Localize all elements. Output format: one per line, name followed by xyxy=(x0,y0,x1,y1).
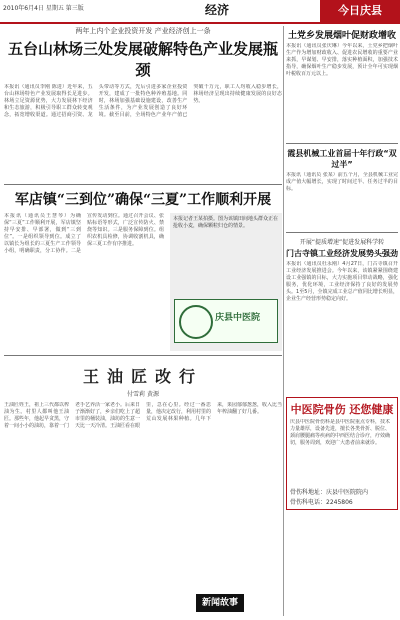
lead-body: 本报讯（通讯员李刚 陈进）近年来，五台山林场特色产业发展取得长足进步。林场立足资源优势，大力发展林下经济和生态旅游，积极引导职工群众转变观念，拓宽增收渠道。通过招商引资、龙头带动等方式，先后引进多家企业投资开发，建成了一批特色种养殖基地。同时，林场加强基础设施建设，改善生产生活条件，为产业发展创造了良好环境。截至目前，全场特色产业年产值已突破千万元，职工人均收入稳步增长，林场经济呈现出持续健康发展的良好态势。 xyxy=(4,84,282,118)
divider xyxy=(286,232,398,233)
lead-kicker: 两年上内个企业投资开发 产业经济创上一条 xyxy=(75,27,211,35)
section-title: 经济 xyxy=(205,3,230,17)
divider xyxy=(286,143,398,144)
right-body-2: 本报讯（通讯员 张某）前五个月，全县机械工业完成产值大幅增长，实现了时间过半、任务过半的目标。 xyxy=(286,172,398,192)
header-date-info xyxy=(3,3,84,12)
right-headline-3: 门古寺镇工业经济发展势头强劲 xyxy=(286,249,398,258)
header-rule xyxy=(0,22,400,24)
ad-body: 庆县中医院骨伤科是县中医院重点专科，技术力量雄厚，设备先进，擅长各类骨折、脱位、颈肩腰腿痛等疾病的中西医结合诊疗，疗效确切，服务周到，欢迎广大患者前来就诊。 xyxy=(290,419,391,446)
advertisement xyxy=(286,397,398,510)
right-body-3: 本报讯（通讯员杜永刚）4月27日，门古寺镇召开工业经济发展推进会。今年以来，该镇紧紧围绕建设工业强镇的目标，大力实施项目带动战略，强化服务，优化环境，工业经济保持了良好的发展势头。1至5月，全镇完成工业总产值同比增长明显，企业生产经营形势稳定向好。 xyxy=(286,261,398,302)
logo-text: 庆县中医院 xyxy=(215,313,261,323)
left-column xyxy=(4,26,282,536)
essay-title: 王油匠改行 xyxy=(82,367,203,386)
divider xyxy=(4,355,282,356)
newspaper-logo: 今日庆县 xyxy=(320,0,400,22)
date: 2010年6月4日 xyxy=(3,5,44,12)
right-column xyxy=(286,26,398,510)
page-number: 星期五 xyxy=(45,5,64,12)
page-header xyxy=(0,0,400,22)
seal-icon xyxy=(179,305,213,339)
news-story-badge: 新闻故事 xyxy=(196,594,244,612)
township-logo xyxy=(174,299,278,343)
second-article-row xyxy=(4,213,282,351)
column-separator xyxy=(283,26,284,616)
ad-phone: 骨伤科电话：2245806 xyxy=(290,499,353,506)
second-headline: 军店镇“三到位”确保“三夏”工作顺利开展 xyxy=(14,192,272,208)
ad-contact: 骨伤科地址：庆县中医院院内 xyxy=(290,489,369,496)
essay-byline: 付雪莉 黄源 xyxy=(127,391,159,398)
photo-caption: 本报记者王某拍摄。图为该镇田间地头群众正在抢收小麦，确保颗粒归仓的情景。 xyxy=(173,216,279,229)
right-kicker-3: 开展“提质增速”促进发展科学转 xyxy=(299,239,385,246)
right-headline-2: 霞县机械工业首届十年行政“双过半” xyxy=(287,149,397,169)
essay-body: 王油匠姓王，祖上三代都以榨油为生。村里人都叫他王油匠。那些年，他起早贪黑，守着一间小小的油坊，靠着一门老手艺养活一家老小。后来日子渐渐好了，乡亲们吃上了超市里的桶装油，油坊的生意一天比一天冷清。王油匠看在眼里，急在心里。经过一番思量，他决定改行，利用村里的荒山发展林果种植。几年下来，果园郁郁葱葱，收入比当年榨油翻了好几番。 xyxy=(4,402,282,429)
lead-headline: 五台山林场三处发展破解特色产业发展瓶颈 xyxy=(7,40,278,79)
photo-with-caption xyxy=(170,213,282,351)
divider xyxy=(4,184,282,185)
right-headline-1: 土党乡发展烟叶促财政增收 xyxy=(287,31,396,41)
ad-title: 中医院骨伤 还您健康 xyxy=(290,403,394,416)
edition: 第三版 xyxy=(65,5,84,12)
right-body-1: 本报讯（通讯员张庆琳）今年以来，土党乡把烟叶生产作为增加财政收入、促进农民增收的重要产业来抓，早谋划、早安排，落实种植面积，加强技术指导，确保烟叶生产稳步发展，预计全年可实现烟叶税收百万元以上。 xyxy=(286,43,398,77)
second-body: 本报讯（通讯员王慧琴）为确保“三夏”工作顺利开展，军店镇坚持早安排、早部署，做到“三到位”。一是组织领导到位。成立了以镇长为组长的三夏生产工作领导小组，明确职责，分工协作。二是宣传发动到位。通过召开会议、张贴标语等形式，广泛宣传防火、禁烧等知识。三是服务保障到位。组织农机具检修，协调收割机具，确保三夏工作有序推进。 xyxy=(4,213,164,254)
